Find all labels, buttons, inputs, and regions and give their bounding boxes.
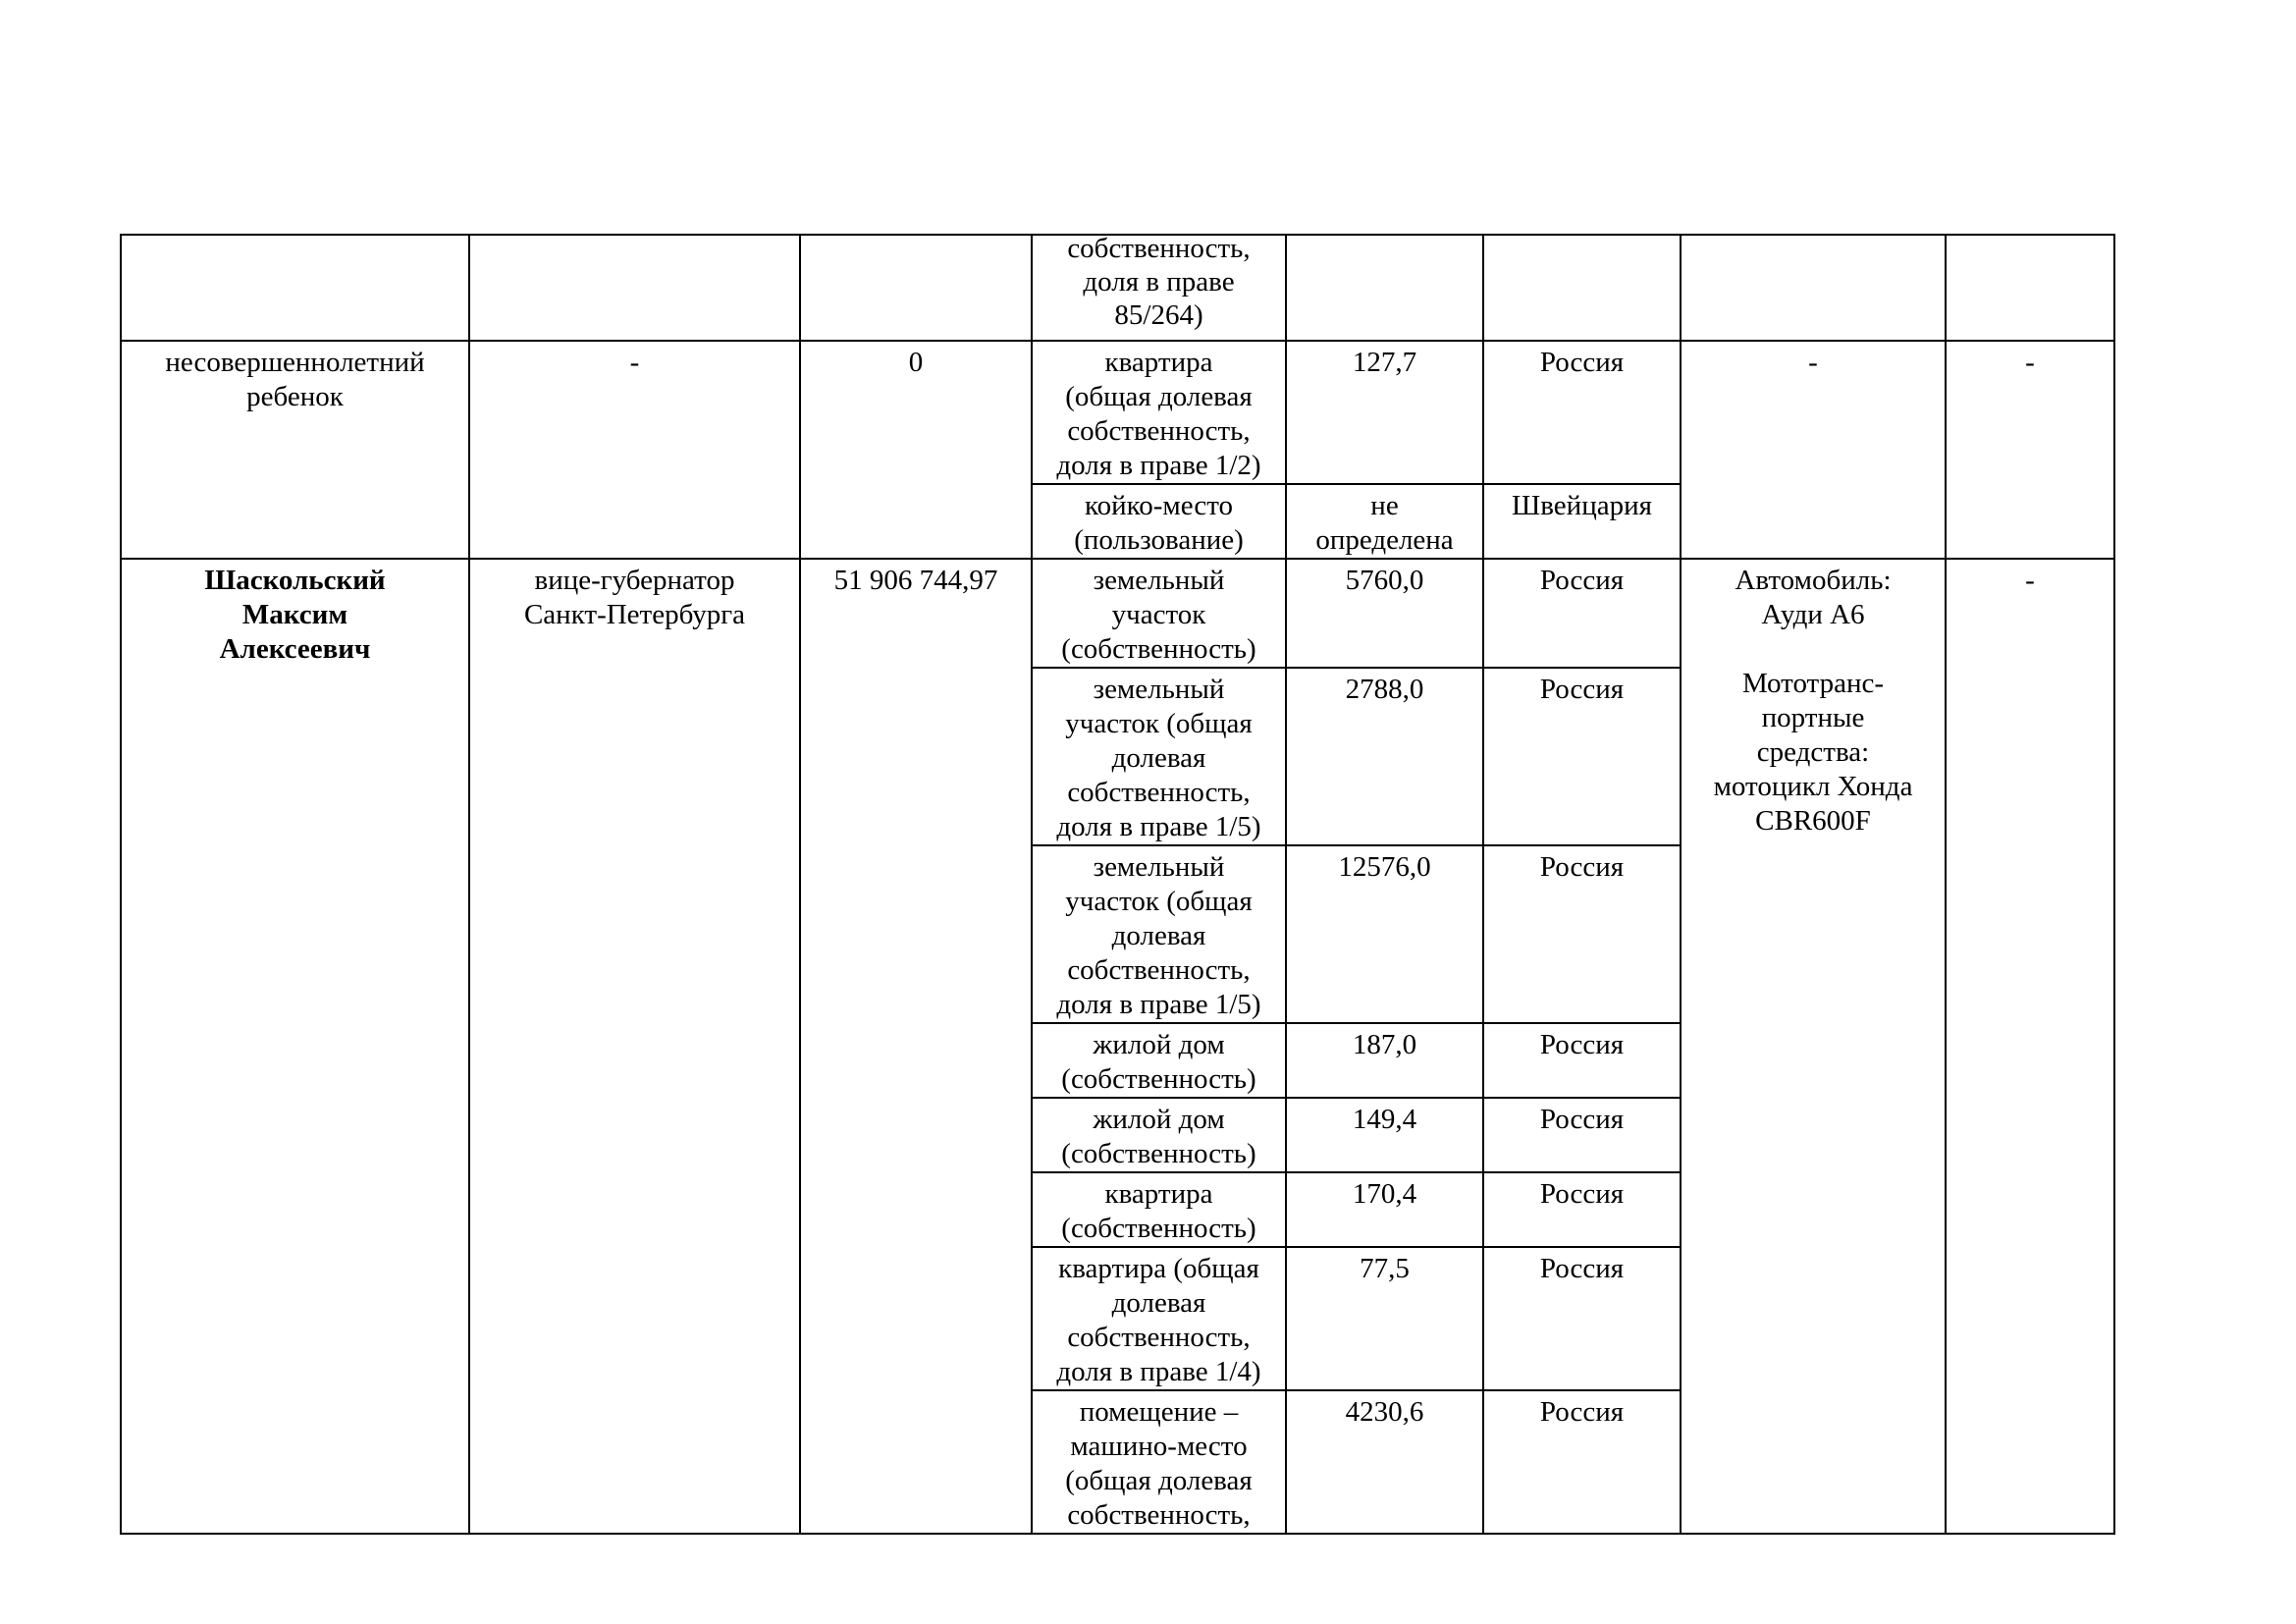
cell-country [1483, 235, 1681, 341]
property-type-text: квартира (общая долевая собственность, доля в праве 1/4) [1056, 1253, 1261, 1387]
official-property-5-area [1286, 1098, 1483, 1172]
official-property-3-area [1286, 845, 1483, 1023]
child-income [800, 341, 1032, 559]
official-property-5-type [1032, 1098, 1286, 1172]
vehicles-car-text: Автомобиль: Ауди А6 [1735, 565, 1892, 630]
official-property-7-type [1032, 1247, 1286, 1390]
official-income [800, 559, 1032, 1534]
declaration-table [120, 234, 2115, 1535]
official-property-8-area [1286, 1390, 1483, 1534]
child-property-2-type [1032, 484, 1286, 559]
area-text: 4230,6 [1345, 1396, 1424, 1428]
vehicles-moto-text: Мототранс- портные средства: мотоцикл Хонда CBR600F [1713, 668, 1913, 837]
official-property-7-area [1286, 1247, 1483, 1390]
official-property-6-area [1286, 1172, 1483, 1247]
official-property-6-country [1483, 1172, 1681, 1247]
child-vehicles [1681, 341, 1946, 559]
country-text: Россия [1539, 851, 1625, 883]
property-type-text: койко-место (пользование) [1074, 490, 1244, 556]
official-vehicles [1681, 559, 1946, 1534]
country-text: Россия [1539, 347, 1625, 378]
official-property-2-country [1483, 668, 1681, 845]
property-type-text: жилой дом (собственность) [1061, 1104, 1256, 1169]
area-text: 187,0 [1352, 1029, 1417, 1060]
official-property-8-country [1483, 1390, 1681, 1534]
child-position-text: - [629, 347, 640, 378]
official-deals [1946, 559, 2114, 1534]
cell-property-type [1032, 235, 1286, 341]
area-text: 12576,0 [1338, 851, 1431, 883]
official-property-4-type [1032, 1023, 1286, 1098]
child-property-2-area [1286, 484, 1483, 559]
official-property-4-area [1286, 1023, 1483, 1098]
area-text: 127,7 [1352, 347, 1417, 378]
child-name [121, 341, 469, 559]
child-position [469, 341, 800, 559]
property-type-text: земельный участок (собственность) [1061, 565, 1256, 665]
property-type-text: земельный участок (общая долевая собственность, доля в праве 1/5) [1056, 851, 1261, 1020]
child-deals [1946, 341, 2114, 559]
official-property-3-type [1032, 845, 1286, 1023]
cell-position [469, 235, 800, 341]
country-text: Россия [1539, 674, 1625, 705]
official-property-4-country [1483, 1023, 1681, 1098]
cell-name [121, 235, 469, 341]
country-text: Россия [1539, 1253, 1625, 1284]
vehicles-text: - [1808, 347, 1818, 378]
official-income-text: 51 906 744,97 [833, 565, 998, 596]
official-property-3-country [1483, 845, 1681, 1023]
child-property-1-type [1032, 341, 1286, 484]
official-name [121, 559, 469, 1534]
area-text: 77,5 [1360, 1253, 1410, 1284]
official-row [121, 559, 2114, 668]
official-property-5-country [1483, 1098, 1681, 1172]
property-type-text: собственность, доля в праве 85/264) [1067, 235, 1251, 331]
child-row [121, 341, 2114, 484]
cell-vehicles [1681, 235, 1946, 341]
country-text: Россия [1539, 1104, 1625, 1135]
property-type-text: помещение – машино-место (общая долевая собственность, [1065, 1396, 1253, 1531]
country-text: Россия [1539, 1396, 1625, 1428]
property-type-text: жилой дом (собственность) [1061, 1029, 1256, 1095]
property-type-text: квартира (собственность) [1061, 1178, 1256, 1244]
official-property-1-country [1483, 559, 1681, 668]
official-property-7-country [1483, 1247, 1681, 1390]
official-property-2-area [1286, 668, 1483, 845]
country-text: Россия [1539, 1178, 1625, 1210]
deals-text: - [2025, 347, 2035, 378]
area-text: 170,4 [1352, 1178, 1417, 1210]
official-position [469, 559, 800, 1534]
area-text: 5760,0 [1345, 565, 1424, 596]
child-property-2-country [1483, 484, 1681, 559]
country-text: Россия [1539, 1029, 1625, 1060]
official-property-6-type [1032, 1172, 1286, 1247]
cell-deals [1946, 235, 2114, 341]
child-name-text: несовершеннолетний ребенок [165, 347, 425, 412]
child-income-text: 0 [908, 347, 924, 378]
area-text: 149,4 [1352, 1104, 1417, 1135]
area-text: 2788,0 [1345, 674, 1424, 705]
continuation-row [121, 235, 2114, 341]
country-text: Швейцария [1512, 490, 1652, 521]
cell-income [800, 235, 1032, 341]
official-property-1-type [1032, 559, 1286, 668]
official-property-1-area [1286, 559, 1483, 668]
vehicles-gap [1687, 632, 1939, 667]
official-position-text: вице-губернатор Санкт-Петербурга [523, 565, 746, 630]
official-property-2-type [1032, 668, 1286, 845]
area-text: не определена [1315, 490, 1454, 556]
child-property-1-area [1286, 341, 1483, 484]
official-name-text: Шаскольский Максим Алексеевич [204, 565, 386, 665]
property-type-text: земельный участок (общая долевая собственность, доля в праве 1/5) [1056, 674, 1261, 842]
official-property-8-type [1032, 1390, 1286, 1534]
deals-text: - [2025, 565, 2035, 596]
child-property-1-country [1483, 341, 1681, 484]
cell-area [1286, 235, 1483, 341]
country-text: Россия [1539, 565, 1625, 596]
property-type-text: квартира (общая долевая собственность, доля в праве 1/2) [1056, 347, 1261, 481]
